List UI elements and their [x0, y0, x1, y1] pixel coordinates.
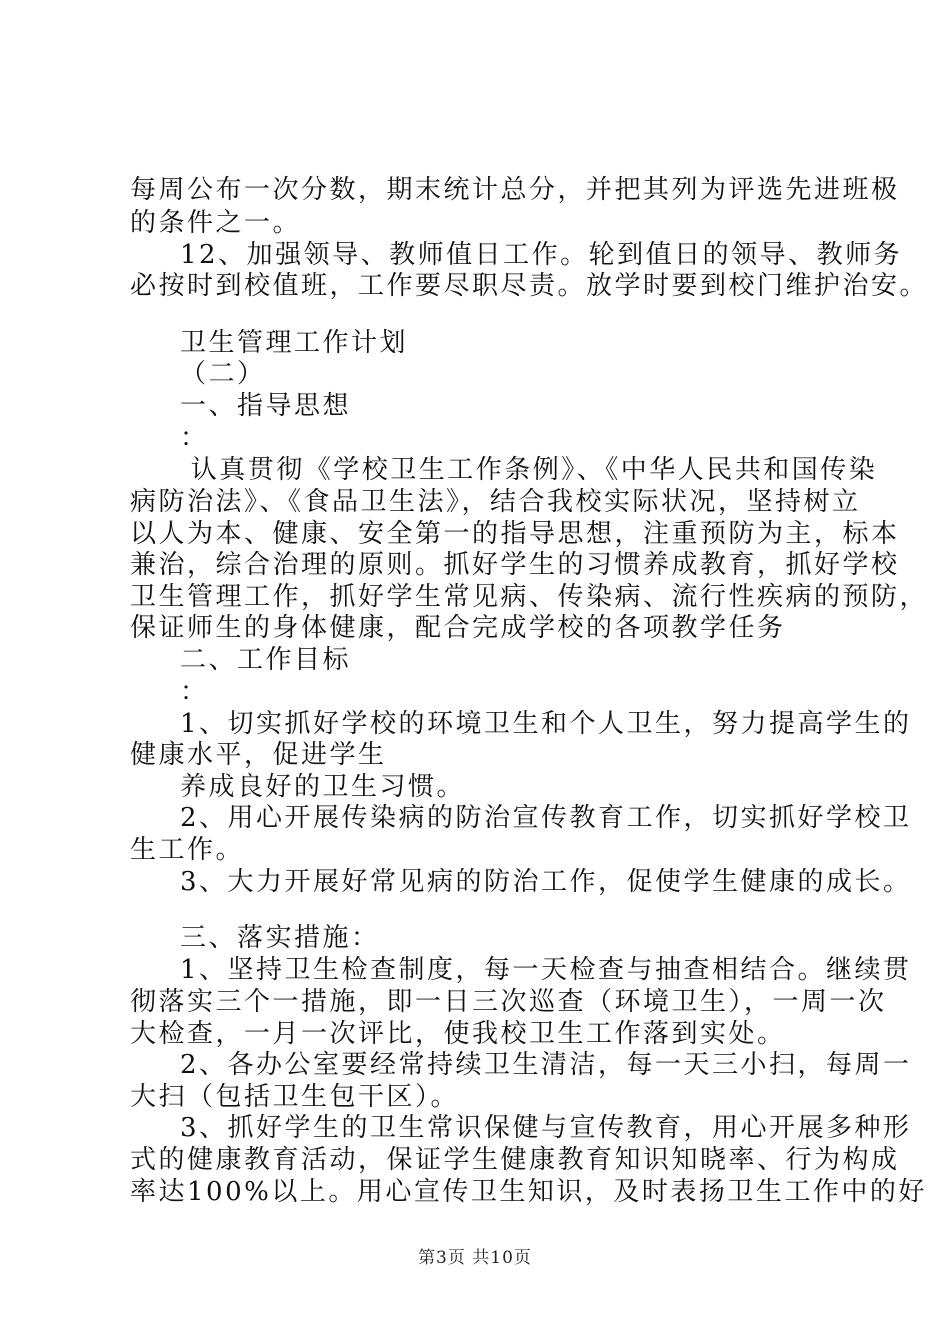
- text-line: 2、各办公室要经常持续卫生清洁，每一天三小扫，每周一: [180, 1050, 912, 1080]
- page-number: 第3页 共10页: [418, 1248, 532, 1268]
- document-page: [130, 0, 929, 1344]
- text-line: 率达100%以上。用心宣传卫生知识，及时表扬卫生工作中的好: [130, 1177, 927, 1207]
- text-line: 养成良好的卫生习惯。: [180, 772, 466, 802]
- text-line: 每周公布一次分数，期末统计总分，并把其列为评选先进班极: [130, 175, 900, 205]
- text-line: 以人为本、健康、安全第一的指导思想，注重预防为主，标本: [130, 519, 900, 549]
- text-line: 的条件之一。: [130, 208, 302, 238]
- text-line: 12、加强领导、教师值日工作。轮到值日的领导、教师务: [180, 240, 903, 270]
- text-line: 健康水平，促进学生: [130, 740, 387, 770]
- text-line: 大检查，一月一次评比，使我校卫生工作落到实处。: [130, 1019, 786, 1049]
- text-line: 病防治法》、《食品卫生法》，结合我校实际状况，坚持树立: [130, 487, 861, 517]
- text-line: 兼治，综合治理的原则。抓好学生的习惯养成教育，抓好学校: [130, 550, 900, 580]
- section-heading: 一、指导思想: [180, 391, 352, 421]
- text-line: 认真贯彻《学校卫生工作条例》、《中华人民共和国传染: [180, 455, 878, 485]
- text-line: 彻落实三个一措施，即一日三次巡查（环境卫生），一周一次: [130, 987, 887, 1017]
- text-line: 3、抓好学生的卫生常识保健与宣传教育，用心开展多种形: [180, 1113, 912, 1143]
- section-title: 卫生管理工作计划: [180, 328, 409, 358]
- text-line: 必按时到校值班，工作要尽职尽责。放学时要到校门维护治安。: [130, 271, 929, 301]
- text-line: 1、切实抓好学校的环境卫生和个人卫生，努力提高学生的: [180, 709, 912, 739]
- text-line: 式的健康教育活动，保证学生健康教育知识知晓率、行为构成: [130, 1145, 900, 1175]
- section-heading: 三、落实措施：: [180, 923, 380, 953]
- text-line: 2、用心开展传染病的防治宣传教育工作，切实抓好学校卫: [180, 803, 912, 833]
- text-line: 生工作。: [130, 835, 245, 865]
- text-line: 大扫（包括卫生包干区）。: [130, 1082, 460, 1112]
- section-heading: 二、工作目标: [180, 645, 352, 675]
- text-line: 3、大力开展好常见病的防治工作，促使学生健康的成长。: [180, 867, 912, 897]
- text-line: 卫生管理工作，抓好学生常见病、传染病、流行性疾病的预防，: [130, 582, 929, 612]
- text-line: ：: [180, 423, 209, 453]
- text-line: 保证师生的身体健康，配合完成学校的各项教学任务: [130, 613, 786, 643]
- text-line: 1、坚持卫生检查制度，每一天检查与抽查相结合。继续贯: [180, 955, 912, 985]
- text-line: ：: [180, 677, 209, 707]
- text-line: （二）: [180, 359, 266, 389]
